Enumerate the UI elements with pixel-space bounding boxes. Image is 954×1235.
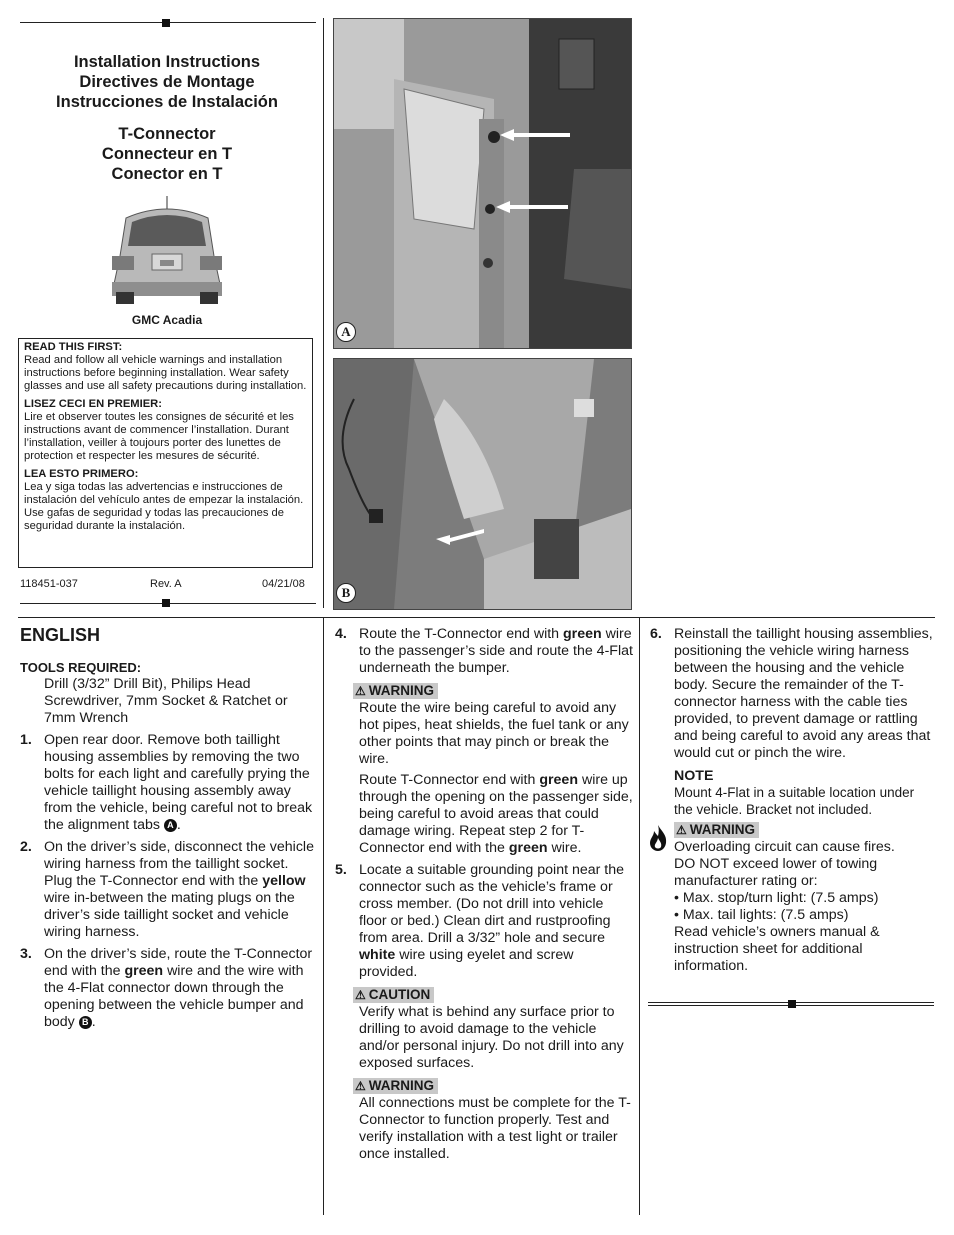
figure-b-label: B	[336, 583, 356, 603]
step-6-text: Reinstall the taillight housing assemblies, positioning the vehicle wiring harness between the housing and the vehicle body. Secure the remainder of the T-connector harness with the cable ties provided, to prevent damage or rattling and being careful to avoid any areas that would cut or pinch the wire.	[674, 626, 933, 761]
warning-triangle-icon: ⚠	[355, 1079, 366, 1093]
title-es: Instrucciones de Instalación	[56, 93, 278, 111]
step-6	[650, 626, 936, 762]
read-first-heading-en: READ THIS FIRST:	[24, 341, 123, 353]
warning-triangle-icon: ⚠	[676, 823, 687, 837]
caution-text: Verify what is behind any surface prior to drilling to avoid damage to the vehicle and/or personal injury. Do not drill into any exposed surfaces.	[359, 1004, 624, 1071]
steps-column-2	[335, 626, 633, 1163]
step-1-text: Open rear door. Remove both taillight housing assemblies by removing the two bolts for each light and carefully prying the vehicle taillight housing assembly away from the vehicle, being careful not to break the alignment tabs	[44, 732, 313, 833]
figure-b-ref: B	[79, 1016, 92, 1029]
bullet-stop-turn: • Max. stop/turn light: (7.5 amps)	[674, 890, 879, 906]
read-first-text-en: Read and follow all vehicle warnings and installation instructions before beginning installation. Wear safety glasses and use all safety precautions during installation.	[24, 354, 307, 392]
step-4-text-b: wire to the passenger’s side and route the 4-Flat underneath the bumper.	[359, 626, 633, 676]
step-2-yellow: yellow	[262, 873, 306, 889]
step-4-green: green	[563, 626, 602, 642]
figure-b-photo	[333, 358, 632, 610]
step-4	[335, 626, 633, 677]
step-2-number: 2.	[20, 839, 32, 855]
bullet-tail: • Max. tail lights: (7.5 amps)	[674, 907, 849, 923]
warning-1-text: Route the wire being careful to avoid any hot pipes, heat shields, the fuel tank or any other points that may pinch or break the wire.	[359, 700, 629, 767]
step-2-text-b: wire in-between the mating plugs on the driver’s side taillight socket and vehicle wiring harness.	[44, 890, 295, 940]
read-first-box	[18, 338, 313, 568]
step-3-green: green	[124, 963, 164, 979]
step-5-text-a: Locate a suitable grounding point near the connector such as the vehicle’s frame or cross member. (Do not drill into vehicle floor or bed.) Clean dirt and rustproofing from area. Drill a 3/32” hole and secure	[359, 862, 625, 946]
step-5-text-b: wire using eyelet and screw provided.	[359, 947, 574, 980]
step-1: 1. Open rear door. Remove both taillight housing assemblies by removing the two bolts for each light and carefully prying the vehicle taillight housing assembly away from the vehicle, being careful not to break the alignment tabs A .	[20, 732, 313, 833]
step-6-number: 6.	[650, 626, 662, 642]
col-rule-2	[639, 617, 640, 1215]
fire-line-1: Overloading circuit can cause fires.	[674, 839, 895, 855]
step-2	[20, 839, 316, 941]
product-fr: Connecteur en T	[101, 145, 233, 163]
fire-warning	[650, 822, 936, 975]
step-4-number: 4.	[335, 626, 347, 642]
caution	[335, 987, 633, 1072]
figure-a-ref: A	[164, 819, 177, 832]
col-rule-1	[323, 617, 324, 1215]
warning-1-label: ⚠ WARNING	[353, 683, 438, 699]
step-3-text-b: wire and the wire with the 4-Flat connector down through the opening between the vehicle bumper and body	[44, 963, 304, 1030]
caution-label: ⚠ CAUTION	[353, 987, 434, 1003]
product-en: T-Connector	[118, 125, 216, 143]
steps-column-3	[650, 626, 936, 975]
step-3-text-a: On the driver’s side, route the T-Connector end with the	[44, 946, 313, 979]
read-first-text-es: Lea y siga todas las advertencias e instrucciones de instalación del vehículo antes de empezar la instalación. Use gafas de seguridad y todas las precauciones de seguridad durante la instalación.	[24, 481, 304, 532]
warning-2-label: ⚠ WARNING	[353, 1078, 438, 1094]
fire-line-2: DO NOT exceed lower of towing manufacturer rating or:	[674, 856, 878, 889]
date: 04/21/08	[262, 578, 305, 590]
product-es: Conector en T	[111, 165, 223, 183]
read-first-heading-fr: LISEZ CECI EN PREMIER:	[24, 398, 162, 410]
warning-triangle-icon: ⚠	[355, 684, 366, 698]
step-1-number: 1.	[20, 732, 32, 748]
vehicle-image	[108, 196, 226, 306]
route-green-text: Route T-Connector end with green wire up through the opening on the passenger side, being careful to avoid areas that could damage wiring. Repeat step 2 for T-Connector end with the green wire.	[359, 772, 633, 856]
warning-2-text: All connections must be complete for the T-Connector to function properly. Test and verify installation with a test light or trailer once installed.	[359, 1095, 631, 1162]
footer-marker	[162, 599, 170, 607]
part-number: 118451-037	[20, 578, 78, 590]
title-fr: Directives de Montage	[79, 73, 255, 91]
left-vertical-rule	[323, 18, 324, 608]
tools-text: Drill (3/32” Drill Bit), Philips Head Screwdriver, 7mm Socket & Ratchet or 7mm Wrench	[44, 676, 288, 726]
col3-end-marker	[788, 1000, 796, 1008]
fire-line-3: Read vehicle’s owners manual & instruction sheet for additional information.	[674, 924, 880, 974]
title-en: Installation Instructions	[73, 53, 261, 71]
read-first-heading-es: LEA ESTO PRIMERO:	[24, 468, 139, 480]
title-block	[20, 52, 314, 112]
step-4-text-a: Route the T-Connector end with	[359, 626, 560, 642]
figure-a-label: A	[336, 322, 356, 342]
section-rule	[18, 617, 935, 618]
tools-heading: TOOLS REQUIRED:	[20, 660, 142, 675]
step-5-number: 5.	[335, 862, 347, 878]
revision: Rev. A	[150, 578, 182, 590]
note-text: Mount 4-Flat in a suitable location under the vehicle. Bracket not included.	[674, 785, 915, 817]
vehicle-caption: GMC Acadia	[131, 313, 203, 327]
english-column	[20, 624, 316, 1036]
figure-a-photo	[333, 18, 632, 349]
step-3-number: 3.	[20, 946, 32, 962]
step-5	[335, 862, 633, 981]
note	[650, 768, 936, 818]
note-heading: NOTE	[674, 768, 714, 784]
fire-warning-label: ⚠ WARNING	[674, 822, 759, 838]
warning-2	[335, 1078, 633, 1163]
top-marker	[162, 19, 170, 27]
step-5-white: white	[359, 947, 396, 963]
read-first-text-fr: Lire et observer toutes les consignes de sécurité et les instructions avant de commencer l’installation. Durant l’installation, veiller à toujours porter des lunettes de protection et respecter les mesures de sécurité.	[24, 411, 294, 462]
warning-1	[335, 683, 633, 857]
product-block	[20, 124, 314, 184]
step-3: 3. On the driver’s side, route the T-Connector end with the green wire and the wire with the 4-Flat connector down through the opening between the vehicle bumper and body B .	[20, 946, 313, 1030]
english-heading: ENGLISH	[20, 625, 101, 645]
fire-icon	[648, 824, 668, 857]
step-2-text-a: On the driver’s side, disconnect the vehicle wiring harness from the taillight socket. Plug the T-Connector end with the	[44, 839, 314, 889]
caution-triangle-icon: ⚠	[355, 988, 366, 1002]
